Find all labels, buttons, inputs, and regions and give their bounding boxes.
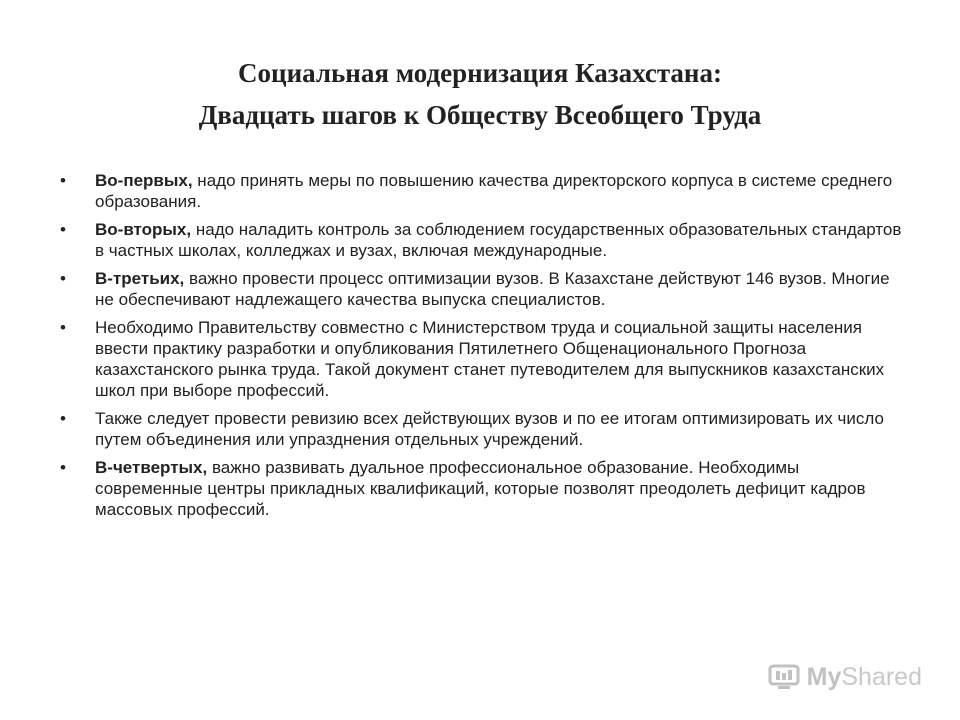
bullet-text: Необходимо Правительству совместно с Министерством труда и социальной защиты населения ввести практику разработки и опубликования Пятилетнего Общенационального Прогноза казахстанского рынка труда. Такой документ станет путеводителем для выпускников казахстанских школ при выборе профессий.	[95, 318, 885, 400]
myshared-logo-icon	[768, 662, 802, 692]
bullet-dot: •	[60, 171, 66, 190]
bullet-dot: •	[60, 318, 66, 337]
bullet-lead: Во-вторых,	[95, 220, 192, 239]
bullet-lead: В-четвертых,	[95, 458, 208, 477]
bullet-text: Также следует провести ревизию всех действующих вузов и по ее итогам оптимизировать их число путем объединения или упразднения отдельных учреждений.	[95, 409, 884, 449]
bullet-lead: В-третьих,	[95, 269, 185, 288]
bullet-dot: •	[60, 458, 66, 477]
bullet-item	[60, 219, 910, 261]
bullet-dot: •	[60, 409, 66, 428]
bullet-text: важно провести процесс оптимизации вузов. В Казахстане действуют 146 вузов. Многие не обеспечивают надлежащего качества выпуска специалистов.	[95, 269, 890, 309]
bullet-item	[60, 170, 910, 212]
myshared-watermark[interactable]	[768, 662, 922, 692]
bullet-dot: •	[60, 220, 66, 239]
bullet-dot: •	[60, 269, 66, 288]
title-line-2: Двадцать шагов к Обществу Всеобщего Труда	[198, 100, 762, 130]
bullet-text: надо принять меры по повышению качества директорского корпуса в системе среднего образования.	[95, 171, 893, 211]
bullet-lead: Во-первых,	[95, 171, 193, 190]
bullet-item	[60, 457, 910, 520]
title-line-1: Социальная модернизация Казахстана:	[238, 58, 722, 88]
watermark-text-my: My	[806, 662, 842, 691]
watermark-text-shared: Shared	[841, 662, 922, 691]
bullet-list	[60, 170, 910, 527]
bullet-text: надо наладить контроль за соблюдением государственных образовательных стандартов в частных школах, колледжах и вузах, включая международные.	[95, 220, 902, 260]
bullet-item	[60, 317, 910, 401]
bullet-item	[60, 268, 910, 310]
slide-title	[0, 52, 960, 136]
bullet-item	[60, 408, 910, 450]
bullet-text: важно развивать дуальное профессиональное образование. Необходимы современные центры прикладных квалификаций, которые позволят преодолеть дефицит кадров массовых профессий.	[95, 458, 866, 519]
